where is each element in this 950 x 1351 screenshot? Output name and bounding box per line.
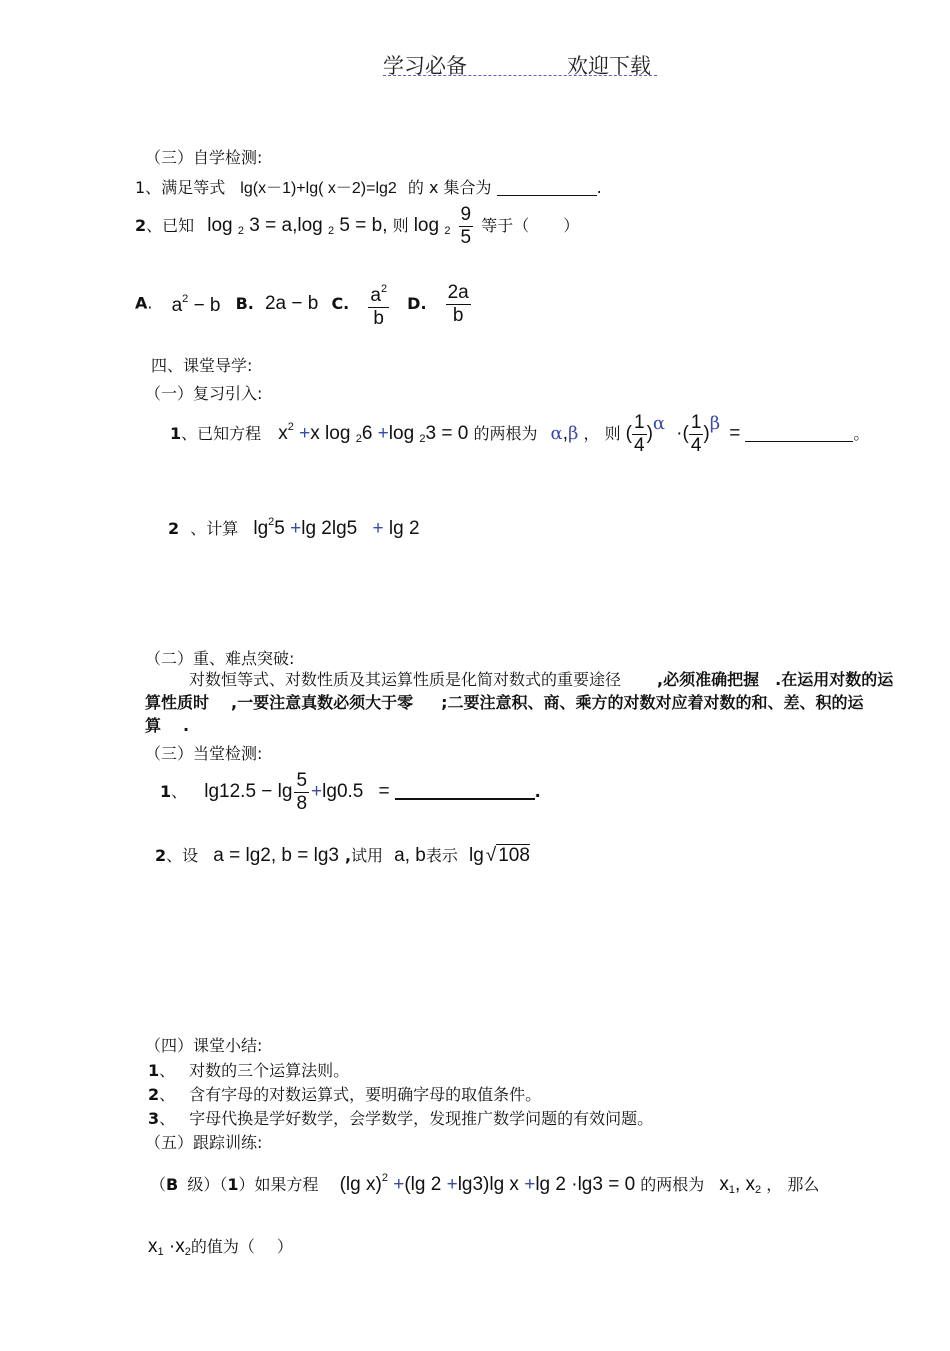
exponent: 2: [287, 421, 294, 433]
log-base: 2: [444, 225, 451, 237]
frac-den: b: [373, 308, 384, 329]
term: a = lg2, b = lg3: [213, 845, 339, 866]
term: (lg x): [339, 1174, 382, 1195]
q-then: 则: [392, 216, 409, 235]
plus: +: [311, 781, 323, 802]
plus: +: [393, 1174, 405, 1195]
var: x: [719, 1174, 729, 1195]
index: 2: [184, 1246, 191, 1258]
expression: [253, 518, 419, 539]
choice-a-label: A: [135, 293, 148, 313]
then-text: ， 那么: [766, 1175, 820, 1194]
subsection-review-title: （一）复习引入:: [145, 384, 263, 403]
frac-den: 8: [296, 793, 308, 814]
var: x: [175, 1236, 185, 1257]
log-base: 2: [328, 225, 335, 237]
term: lg0.5: [322, 781, 364, 802]
log-base: 2: [419, 433, 426, 445]
paren: ): [646, 423, 653, 444]
term: 3 = 0: [425, 423, 469, 444]
para-part: .在运用对数的运算性质时: [145, 670, 894, 712]
q-close: ）: [563, 216, 580, 235]
comma: ,: [344, 846, 352, 865]
choice-b-label: B.: [235, 293, 254, 313]
section-guide-title: 四、课堂导学:: [151, 356, 253, 375]
summary-item: [148, 1082, 541, 1105]
fraction-1-4-b: [689, 412, 704, 457]
q-number: 1: [227, 1175, 239, 1194]
plus: +: [290, 518, 302, 539]
text: 表示: [425, 846, 458, 865]
term: lg 2: [535, 1174, 566, 1195]
para-part: .: [183, 716, 190, 735]
tracking-title: （五）跟踪训练:: [145, 1133, 263, 1152]
q-number: 2: [168, 519, 180, 538]
item-sep: 、: [159, 1109, 176, 1128]
item-number: 3: [148, 1109, 160, 1128]
term: lg 2lg5: [301, 518, 358, 539]
para-part: ,一要注意真数必须大于零: [231, 693, 414, 712]
roots-text: 的两根为: [473, 424, 538, 443]
q-number: 2: [135, 216, 147, 235]
term: lg3)lg x: [457, 1174, 519, 1195]
frac-den: 5: [460, 227, 472, 248]
level-letter: B: [166, 1175, 179, 1194]
answer-blank: [497, 195, 597, 196]
term: lg: [468, 845, 484, 866]
choice-a-expr: [171, 292, 221, 316]
log-expr-2: [414, 215, 451, 236]
rest: − b: [193, 294, 221, 316]
choice-c-fraction: [368, 278, 389, 330]
roots-text: 的两根为: [640, 1175, 705, 1194]
term: lg3 = 0: [577, 1174, 636, 1195]
plus: +: [372, 518, 384, 539]
summary-item: [148, 1106, 653, 1129]
para-part: ;二要注意积、商、乘方的对数对应着对数的和、差、积的运算: [145, 693, 864, 735]
exponent: 2: [268, 516, 275, 528]
fraction-1-4: [632, 412, 647, 457]
frac-num: 1: [634, 412, 645, 433]
base: a: [370, 285, 381, 306]
fraction-9-5: [459, 204, 474, 249]
frac-den: 4: [634, 435, 645, 456]
term: lg12.5 − lg: [204, 781, 293, 802]
tracking-q1-cont: [148, 1234, 293, 1258]
self-test-q2: [135, 204, 579, 249]
expr-part: 3 = a,log: [249, 215, 323, 236]
frac-num: 9: [460, 204, 472, 225]
plus: +: [299, 423, 311, 444]
level-text: 级）（: [187, 1175, 228, 1194]
var: x: [148, 1236, 158, 1257]
term: lg: [253, 518, 269, 539]
q-end: .: [596, 178, 602, 197]
comma: ,: [562, 423, 568, 444]
log-base: 2: [355, 433, 362, 445]
term: log: [388, 423, 415, 444]
q-number: 1: [160, 782, 172, 801]
summary-title: （四）课堂小结:: [145, 1036, 263, 1055]
q-text: 满足等式: [161, 178, 226, 197]
index: 1: [157, 1246, 164, 1258]
log-fn: log: [413, 215, 440, 236]
header-right: 欢迎下载: [567, 54, 651, 78]
exponent: 2: [380, 283, 388, 295]
para-part: ,必须准确把握: [657, 670, 760, 689]
alpha-symbol: α: [550, 423, 563, 444]
q-end: 。: [853, 424, 870, 443]
term: 5: [274, 518, 285, 539]
var: x: [745, 1174, 756, 1195]
plus: +: [377, 423, 389, 444]
term: a, b: [394, 845, 426, 866]
equals: =: [378, 781, 390, 802]
header-left: 学习必备: [383, 54, 467, 78]
frac-num: 2a: [447, 281, 469, 303]
paren: (: [682, 423, 689, 444]
q-sep: 、设: [166, 846, 199, 865]
term: (lg 2: [404, 1174, 442, 1195]
q-end: .: [534, 782, 541, 801]
equals: =: [729, 423, 741, 444]
summary-item: [148, 1058, 349, 1081]
q-number: 2: [155, 846, 167, 865]
choice-d-label: D.: [407, 293, 427, 313]
product-expr: [148, 1236, 191, 1257]
roots-vars: [719, 1174, 761, 1195]
then-text: ， 则: [583, 424, 621, 443]
log-expr: [207, 215, 387, 236]
q-ask: 等于（: [481, 216, 530, 235]
self-test-choices: [135, 278, 474, 330]
review-q2: [168, 516, 420, 540]
key-points-paragraph: [145, 668, 905, 737]
class-test-q2: [155, 843, 530, 867]
sqrt-expr: √ 108: [485, 845, 530, 866]
index: 2: [755, 1184, 762, 1196]
item-text: 对数的三个运算法则。: [189, 1061, 350, 1080]
equation: [340, 1174, 636, 1195]
base: a: [171, 294, 183, 316]
self-test-q1: [135, 175, 602, 198]
log-base: 2: [237, 225, 245, 237]
paren: (: [625, 423, 632, 444]
dot: ·: [571, 1174, 578, 1195]
q-tail: 的 x 集合为: [407, 178, 492, 197]
dot: ·: [676, 423, 683, 444]
bracket: （: [150, 1175, 167, 1194]
frac-den: b: [452, 304, 464, 326]
beta-exponent: β: [709, 413, 721, 434]
term: 6: [361, 423, 373, 444]
plus: +: [524, 1174, 536, 1195]
index: 1: [728, 1184, 735, 1196]
ask-text: 的值为（: [190, 1237, 255, 1256]
frac-den: 4: [690, 435, 702, 456]
item-number: 2: [148, 1085, 160, 1104]
item-text: 含有字母的对数运算式，要明确字母的取值条件。: [189, 1085, 542, 1104]
choice-d-fraction: [446, 282, 471, 327]
section-self-test-title: （三）自学检测:: [145, 148, 263, 167]
close-paren: ）: [276, 1237, 293, 1256]
answer-blank: [395, 798, 535, 800]
equation: [278, 423, 468, 444]
frac-num: 5: [296, 770, 308, 791]
choice-c-label: C.: [331, 293, 350, 313]
text: 试用: [351, 846, 384, 865]
q-sep: 、: [171, 782, 188, 801]
exponent: 2: [182, 292, 189, 305]
comma: ,: [734, 1174, 741, 1195]
exponent: 2: [381, 1172, 388, 1184]
radicand: 108: [498, 845, 530, 866]
fraction-5-8: [294, 770, 309, 815]
q-sep: 、计算: [190, 519, 239, 538]
item-number: 1: [148, 1061, 160, 1080]
tracking-q1: [150, 1172, 819, 1196]
subsection-key-title: （二）重、难点突破:: [145, 649, 295, 668]
dot: ·: [168, 1236, 176, 1257]
class-test-q1: [160, 770, 541, 815]
para-part: 对数恒等式、对数性质及其运算性质是化简对数式的重要途径: [189, 670, 622, 689]
header-underline: [383, 75, 657, 76]
term: x log: [310, 423, 351, 444]
expr-part: 5 = b,: [339, 215, 388, 236]
review-q1: [170, 412, 869, 457]
frac-num: [368, 278, 389, 308]
item-sep: 、: [159, 1085, 176, 1104]
plus: +: [446, 1174, 458, 1195]
paren: ): [703, 423, 710, 444]
q-number: 1: [170, 424, 182, 443]
q-expr: lg(x－1)+lg( x－2)=lg2: [240, 180, 397, 197]
choice-a-dot: .: [147, 293, 153, 313]
q-sep: 、已知: [146, 216, 195, 235]
beta-symbol: β: [567, 423, 579, 444]
q-number: 1、: [135, 178, 162, 197]
term: lg 2: [388, 518, 420, 539]
subsection-class-test-title: （三）当堂检测:: [145, 744, 263, 763]
frac-num: 1: [690, 412, 702, 433]
var: x: [278, 423, 288, 444]
item-text: 字母代换是学好数学，会学数学，发现推广数学问题的有效问题。: [189, 1109, 654, 1128]
alpha-exponent: α: [652, 413, 666, 434]
q-sep: 、已知方程: [181, 424, 262, 443]
item-sep: 、: [159, 1061, 176, 1080]
log-fn: log: [207, 215, 233, 236]
answer-blank: [745, 441, 853, 442]
q-lead: ）如果方程: [238, 1175, 319, 1194]
choice-b-expr: 2a − b: [264, 292, 319, 314]
